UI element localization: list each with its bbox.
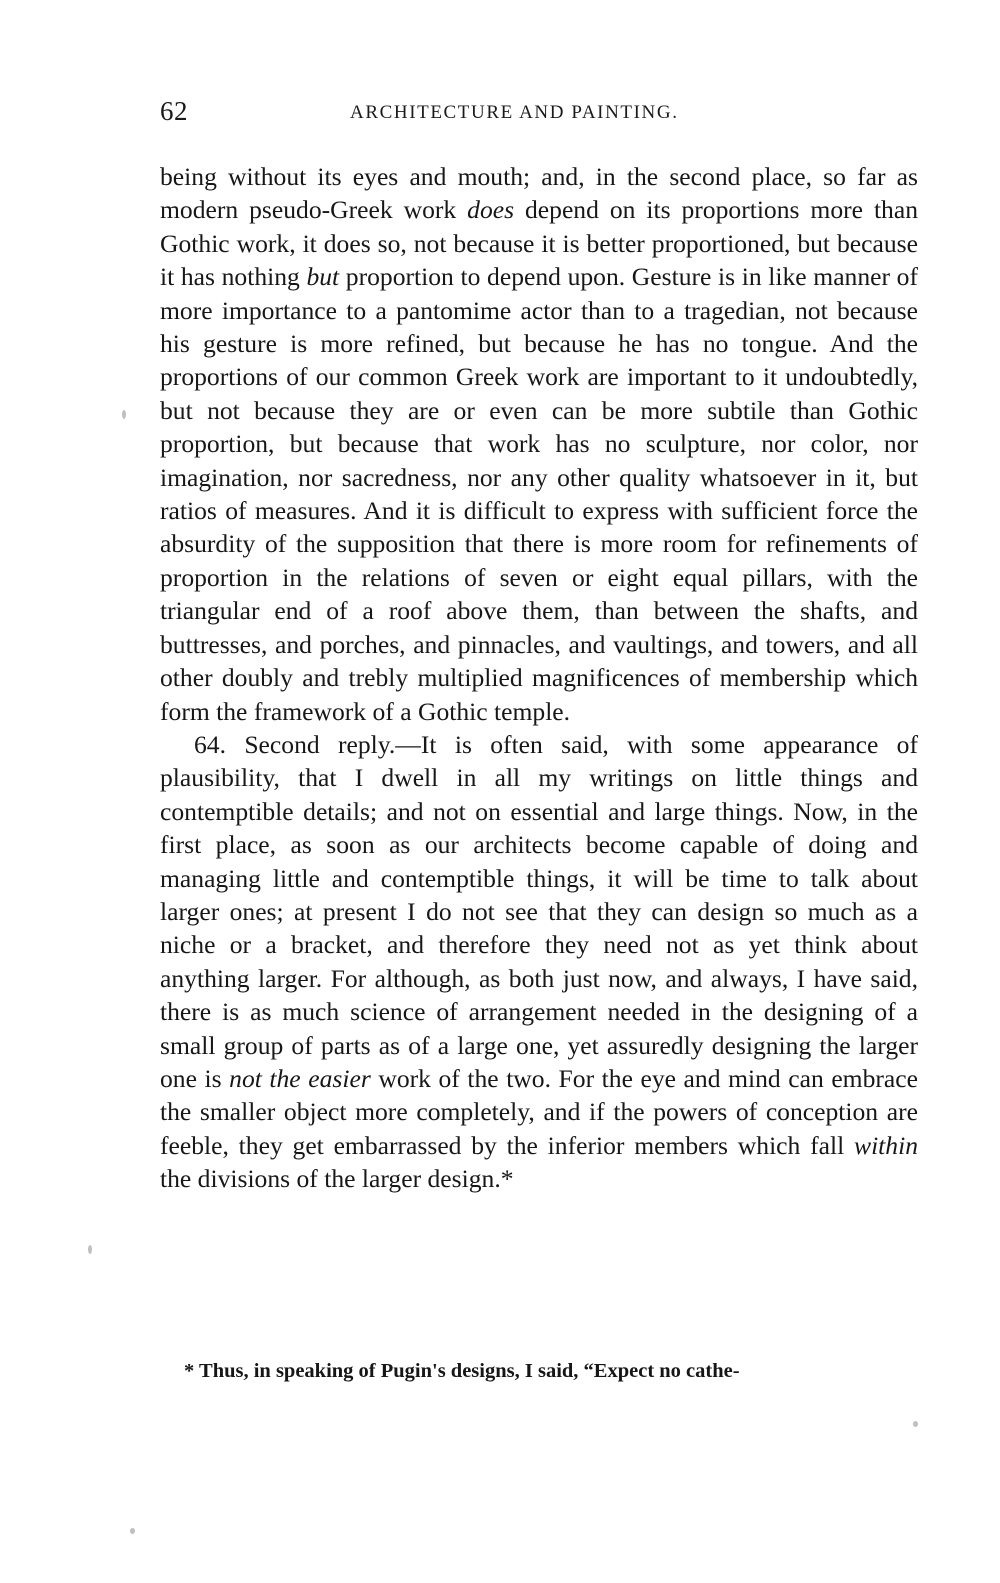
body-run: work of the two. For the eye and mind can embrace the smaller object more completely, and if the powers of conception are feeble, they get embarrassed by the inferior members which fall — [160, 1063, 918, 1160]
emphasis-text: does — [467, 195, 515, 225]
body-run: the divisions of the larger design.* — [160, 1164, 514, 1194]
scan-speckle — [130, 1528, 135, 1534]
body-text — [160, 160, 918, 1196]
scan-speckle — [913, 1421, 918, 1427]
scan-speckle — [122, 410, 126, 419]
paragraph — [160, 728, 918, 1196]
emphasis-text: within — [854, 1130, 918, 1160]
emphasis-text: but — [306, 262, 340, 292]
body-run: being without its eyes and mouth; and, in the second place, so far as modern pseudo-Greek work — [160, 162, 918, 225]
body-run: 64. Second reply.—It is often said, with some appearance of plausibility, that I dwell in all my writings on little things and contemptible details; and not on essential and large things. Now, in the first place, as soon as our architects become capable of doing and managing little and contemptible things, it will be time to talk about larger ones; at present I do not see that they can design so much as a niche or a bracket, and therefore they need not as yet think about anything larger. For although, as both just now, and always, I have said, there is as much science of arrangement needed in the designing of a small group of parts as of a large one, yet assuredly designing the larger one is — [160, 729, 918, 1093]
page-header — [160, 96, 920, 130]
body-run: depend on its proportions more than Gothic work, it does so, not because it is better proportioned, but because it has nothing — [160, 195, 919, 292]
body-run: proportion to depend upon. Gesture is in like manner of more importance to a pantomime actor than to a tragedian, not because his gesture is more refined, but because he has no tongue. And the proportions of our common Greek work are important to it undoubtedly, but not because they are or even can be more subtile than Gothic proportion, but because that work has no sculpture, nor color, nor imagination, nor sacredness, nor any other quality whatsoever in it, but ratios of measures. And it is difficult to express with sufficient force the absurdity of the supposition that there is more room for refinements of proportion in the relations of seven or eight equal pillars, with the triangular end of a roof above them, than between the shafts, and buttresses, and porches, and pinnacles, and vaultings, and towers, and all other doubly and trebly multiplied magnificences of membership which form the framework of a Gothic temple. — [160, 262, 918, 726]
page-number: 62 — [160, 96, 188, 126]
footnote-marker: * — [184, 1360, 195, 1382]
scan-speckle — [88, 1245, 92, 1254]
emphasis-text: not the easier — [229, 1063, 371, 1093]
paragraph — [160, 160, 918, 728]
footnote-text: Thus, in speaking of Pugin's designs, I said, “Expect no cathe- — [199, 1360, 740, 1382]
footnote — [178, 1358, 920, 1384]
running-head: ARCHITECTURE AND PAINTING. — [350, 102, 679, 123]
